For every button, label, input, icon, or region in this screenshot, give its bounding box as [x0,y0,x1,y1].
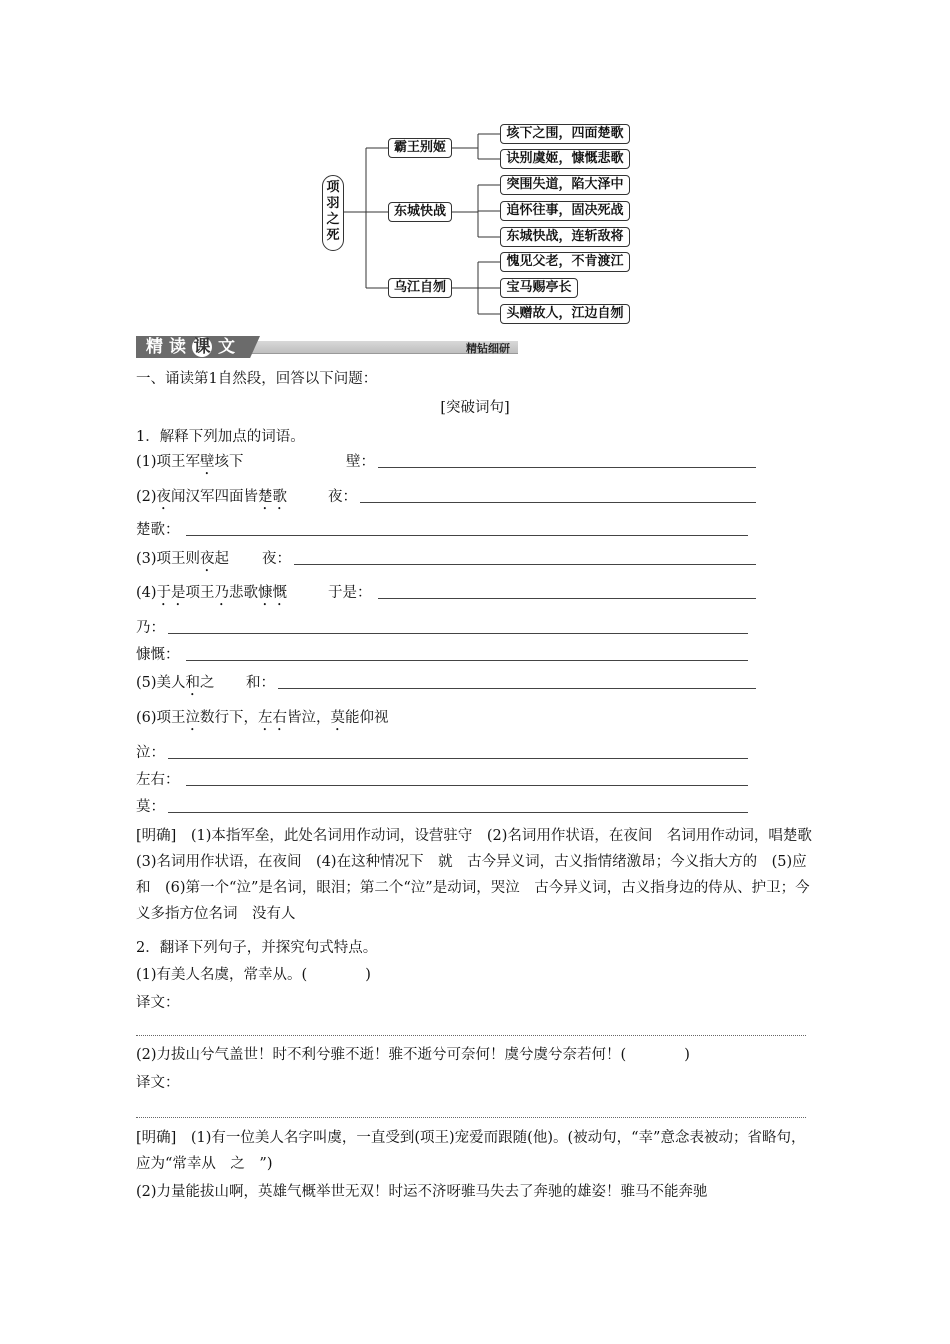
subheading: [突破词句] [440,400,510,416]
blank-label: 莫： [136,799,165,815]
mind-map-connectors [0,0,950,340]
answer-line[interactable] [360,502,756,503]
leaf: 诀别虞姬，慷慨悲歌 [500,149,630,169]
translation-line[interactable] [136,1035,806,1036]
leaf: 宝马赐亭长 [500,278,578,298]
branch-wujiang-ziwen: 乌江自刎 [388,278,452,298]
banner-right-label: 精钻细研 [466,342,510,355]
answer-2-1: [明确] (1)有一位美人名字叫虞，一直受到(项王)宠爱而跟随(他)。(被动句，“幸”意念表被动；省略句，应为“常幸从 之 ”) [136,1130,806,1172]
item-1: (1)项王军壁垓下 [136,454,244,470]
answer-2-2: (2)力量能拔山啊，英雄气概举世无双！时运不济呀骓马失去了奔驰的雄姿！骓马不能奔驰 [136,1184,708,1200]
mind-map-root [322,175,344,251]
root-char: 死 [326,228,340,243]
translation-line[interactable] [136,1117,806,1118]
question-2-title: 2．翻译下列句子，并探究句式特点。 [136,940,378,956]
root-char: 羽 [326,196,340,211]
answer-line[interactable] [168,633,748,634]
leaf: 追怀往事，固决死战 [500,201,630,221]
banner-title [146,336,241,358]
blank-label: 和： [246,675,275,691]
blank-label: 泣： [136,745,165,761]
blank-label: 楚歌： [136,522,180,538]
answer-line[interactable] [294,564,756,565]
answer-line[interactable] [378,467,756,468]
blank-label: 于是： [328,585,372,601]
branch-dongcheng-kuaizhan: 东城快战 [388,202,452,222]
blank-label: 夜： [328,489,357,505]
answer-line[interactable] [168,812,748,813]
blank-label: 慷慨： [136,647,180,663]
banner-title-a: 精读 [146,337,192,357]
sentence-2: (2)力拔山兮气盖世！时不利兮骓不逝！骓不逝兮可奈何！虞兮虞兮奈若何！( ) [136,1047,690,1063]
sentence-1: (1)有美人名虞，常幸从。( ) [136,967,371,983]
answer-line[interactable] [378,598,756,599]
item-2: (2)夜闻汉军四面皆楚歌 [136,489,288,505]
answer-line[interactable] [186,660,748,661]
section-banner [136,336,518,358]
leaf: 头赠故人，江边自刎 [500,304,630,324]
leaf: 愧见父老，不肯渡江 [500,252,630,272]
leaf: 突围失道，陷大泽中 [500,175,630,195]
item-6: (6)项王泣数行下，左右皆泣，莫能仰视 [136,710,389,726]
banner-title-circle: 课 [193,337,211,357]
translation-label: 译文： [136,995,180,1011]
answer-line[interactable] [186,785,748,786]
banner-title-c: 文 [218,337,241,357]
answer-line[interactable] [168,758,748,759]
root-char: 项 [326,180,340,195]
root-char: 之 [326,212,340,227]
answer-line[interactable] [186,535,748,536]
item-4: (4)于是项王乃悲歌慷慨 [136,585,288,601]
leaf: 垓下之围，四面楚歌 [500,124,630,144]
answer-line[interactable] [278,688,756,689]
mind-map [0,0,950,340]
question-1-title: 1．解释下列加点的词语。 [136,429,305,445]
blank-label: 左右： [136,772,180,788]
blank-label: 壁： [346,454,375,470]
item-3: (3)项王则夜起 [136,551,230,567]
answer-1: [明确] (1)本指军垒，此处名词用作动词，设营驻守 (2)名词用作状语，在夜间 名词用作动词，唱楚歌 (3)名词用作状语，在夜间 (4)在这种情况下 就 古今异义词，古义指情绪激昂；今义指大方的 (5)应和 (6)第一个“泣”是名词，眼泪；第二个“泣”是动词，哭泣 古今异义词，古义指身边的侍从、护卫；今义多指方位名词 没有人 [136,828,827,922]
section-heading: 一、诵读第1自然段，回答以下问题： [136,371,378,387]
blank-label: 夜： [262,551,291,567]
leaf: 东城快战，连斩敌将 [500,227,630,247]
branch-bawang-bieji: 霸王别姬 [388,138,452,158]
translation-label: 译文： [136,1075,180,1091]
item-5: (5)美人和之 [136,675,215,691]
blank-label: 乃： [136,620,165,636]
